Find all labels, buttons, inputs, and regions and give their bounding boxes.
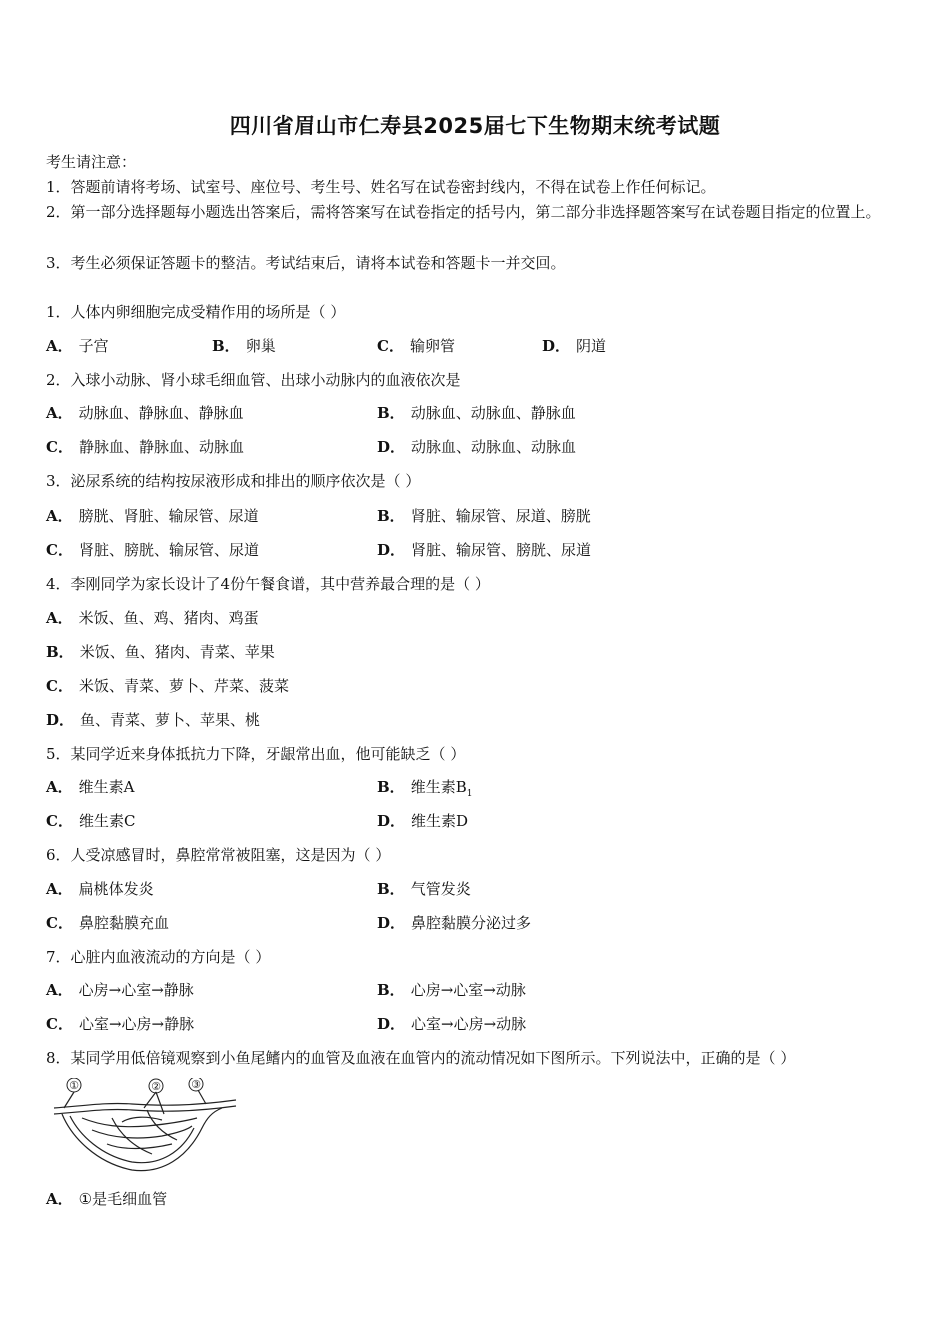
question-stem: 8．某同学用低倍镜观察到小鱼尾鳍内的血管及血液在血管内的流动情况如下图所示。下列说法中，正确的是（ ） — [46, 1049, 796, 1067]
option: C． 肾脏、膀胱、输尿管、尿道 — [46, 541, 259, 559]
question-stem: 2．入球小动脉、肾小球毛细血管、出球小动脉内的血液依次是 — [46, 371, 461, 389]
option: B． 气管发炎 — [377, 880, 471, 898]
option: C． 米饭、青菜、萝卜、芹菜、菠菜 — [46, 677, 289, 695]
question-stem: 4．李刚同学为家长设计了4份午餐食谱，其中营养最合理的是（ ） — [46, 575, 490, 593]
figure-label: ② — [151, 1080, 161, 1093]
option: D． 维生素D — [377, 812, 469, 830]
option: B． 卵巢 — [212, 337, 276, 355]
option: B． 维生素$B_1$ — [377, 778, 473, 799]
notice-item: 1．答题前请将考场、试室号、座位号、考生号、姓名写在试卷密封线内，不得在试卷上作任何标记。 — [46, 178, 716, 196]
figure-label: ① — [69, 1079, 79, 1092]
question-stem: 5．某同学近来身体抵抗力下降，牙龈常出血，他可能缺乏（ ） — [46, 745, 466, 763]
figure-label: ③ — [191, 1078, 201, 1091]
option: D． 阴道 — [542, 337, 607, 355]
option: B． 心房→心室→动脉 — [377, 981, 526, 999]
option: D． 鱼、青菜、萝卜、苹果、桃 — [46, 711, 261, 729]
option: C． 维生素C — [46, 812, 136, 830]
option: B． 动脉血、动脉血、静脉血 — [377, 404, 576, 422]
option: A． 膀胱、肾脏、输尿管、尿道 — [46, 507, 259, 525]
option: C． 心室→心房→静脉 — [46, 1015, 195, 1033]
option: A． 子宫 — [46, 337, 109, 355]
option: D． 心室→心房→动脉 — [377, 1015, 527, 1033]
option: D． 鼻腔黏膜分泌过多 — [377, 914, 532, 932]
option: D． 肾脏、输尿管、膀胱、尿道 — [377, 541, 592, 559]
page-title: 四川省眉山市仁寿县2025届七下生物期末统考试题 — [229, 114, 721, 138]
notice-heading: 考生请注意： — [46, 153, 137, 171]
option: C． 静脉血、静脉血、动脉血 — [46, 438, 244, 456]
option: A． 心房→心室→静脉 — [46, 981, 194, 999]
question-stem: 7．心脏内血液流动的方向是（ ） — [46, 948, 271, 966]
option: A． 扁桃体发炎 — [46, 880, 154, 898]
question-stem: 1．人体内卵细胞完成受精作用的场所是（ ） — [46, 303, 346, 321]
notice-item: 2．第一部分选择题每小题选出答案后，需将答案写在试卷指定的括号内，第二部分非选择题答案写在试卷题目指定的位置上。 — [46, 203, 881, 221]
option: C． 鼻腔黏膜充血 — [46, 914, 169, 932]
notice-item: 3．考生必须保证答题卡的整洁。考试结束后，请将本试卷和答题卡一并交回。 — [46, 254, 566, 272]
option: C． 输卵管 — [377, 337, 455, 355]
option: B． 米饭、鱼、猪肉、青菜、苹果 — [46, 643, 275, 661]
option: A． ①是毛细血管 — [46, 1190, 168, 1208]
option: A． 维生素A — [46, 778, 135, 796]
question-stem: 6．人受凉感冒时，鼻腔常常被阻塞，这是因为（ ） — [46, 846, 391, 864]
option: B． 肾脏、输尿管、尿道、膀胱 — [377, 507, 591, 525]
question-stem: 3．泌尿系统的结构按尿液形成和排出的顺序依次是（ ） — [46, 472, 421, 490]
fish-tail-blood-vessel-diagram — [52, 1078, 238, 1176]
option: A． 动脉血、静脉血、静脉血 — [46, 404, 244, 422]
option: A． 米饭、鱼、鸡、猪肉、鸡蛋 — [46, 609, 259, 627]
option: D． 动脉血、动脉血、动脉血 — [377, 438, 577, 456]
